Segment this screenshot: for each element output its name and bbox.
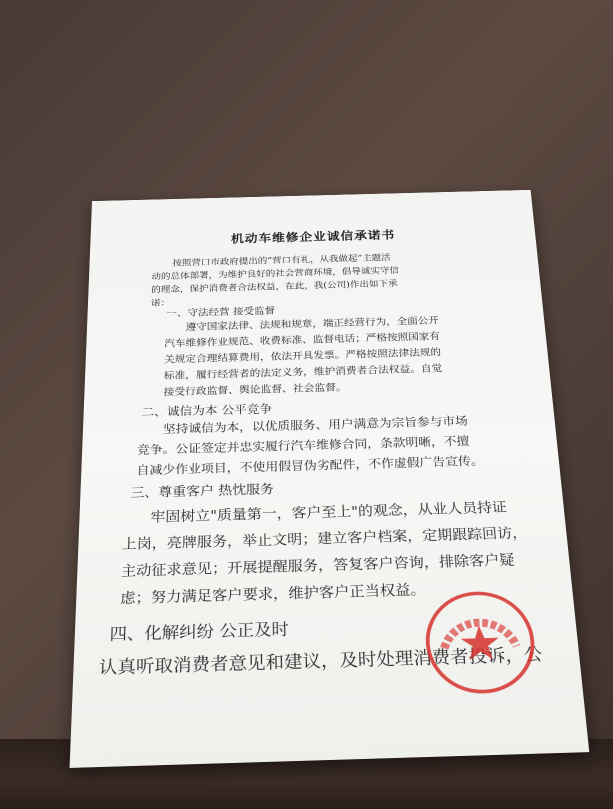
document-title: 机动车维修企业诚信承诺书 xyxy=(230,228,396,246)
body-line: 自减少作业项目，不使用假冒伪劣配件，不作虚假广告宣传。 xyxy=(136,454,485,478)
body-line: 主动征求意见；开展提醒服务，答复客户咨询，排除客户疑 xyxy=(120,551,516,580)
body-line: 虑；努力满足客户要求，维护客户正当权益。 xyxy=(120,580,427,607)
seal-star-icon xyxy=(460,625,501,660)
official-seal-icon xyxy=(420,587,542,697)
body-line: 牢固树立"质量第一，客户至上"的观念，从业人员持证 xyxy=(150,498,508,525)
section-3-heading: 三、尊重客户 热忱服务 xyxy=(130,481,274,501)
body-line: 认真听取消费者意见和建议，及时处理消费者投诉，公 xyxy=(98,644,544,678)
body-line: 坚持诚信为本，以优质服务、用户满意为宗旨参与市场 xyxy=(162,415,469,437)
section-2-body xyxy=(136,412,484,482)
section-4-heading: 四、化解纠纷 公正及时 xyxy=(109,620,290,645)
body-line: 关规定合理结算费用，依法开具发票。严格按照法律法规的 xyxy=(163,346,442,365)
intro-line: 动的总体部署，为维护良好的社会营商环境，倡导诚实守信 xyxy=(151,265,400,282)
body-line: 上岗，亮牌服务，举止文明；建立客户档案，定期跟踪回访， xyxy=(121,524,528,553)
document-sheet xyxy=(70,190,590,768)
body-line: 标准，履行经营者的法定义务，维护消费者合法权益。自觉 xyxy=(163,362,443,382)
intro-line: 按照营口市政府提出的“营口有礼，从我做起”主题活 xyxy=(172,252,391,268)
section-1-body xyxy=(163,313,444,401)
body-line: 遵守国家法律、法规和规章，端正经营行为，全面公开 xyxy=(185,314,440,333)
section-1-heading: 一、守法经营 接受监督 xyxy=(166,305,276,319)
intro-line: 的理念，保护消费者合法权益，在此，我(公司)作出如下承 xyxy=(151,278,398,295)
intro-paragraph xyxy=(151,251,401,310)
body-line: 竞争。公证签定并忠实履行汽车维修合同，条款明晰，不擅 xyxy=(136,435,470,458)
section-2-heading: 二、诚信为本 公平竞争 xyxy=(141,403,273,420)
intro-line: 诺： xyxy=(150,297,171,308)
body-line: 接受行政监督、舆论监督、社会监督。 xyxy=(163,381,347,398)
body-line: 汽车维修作业规范、收费标准、监督电话；严格按照国家有 xyxy=(164,330,441,349)
